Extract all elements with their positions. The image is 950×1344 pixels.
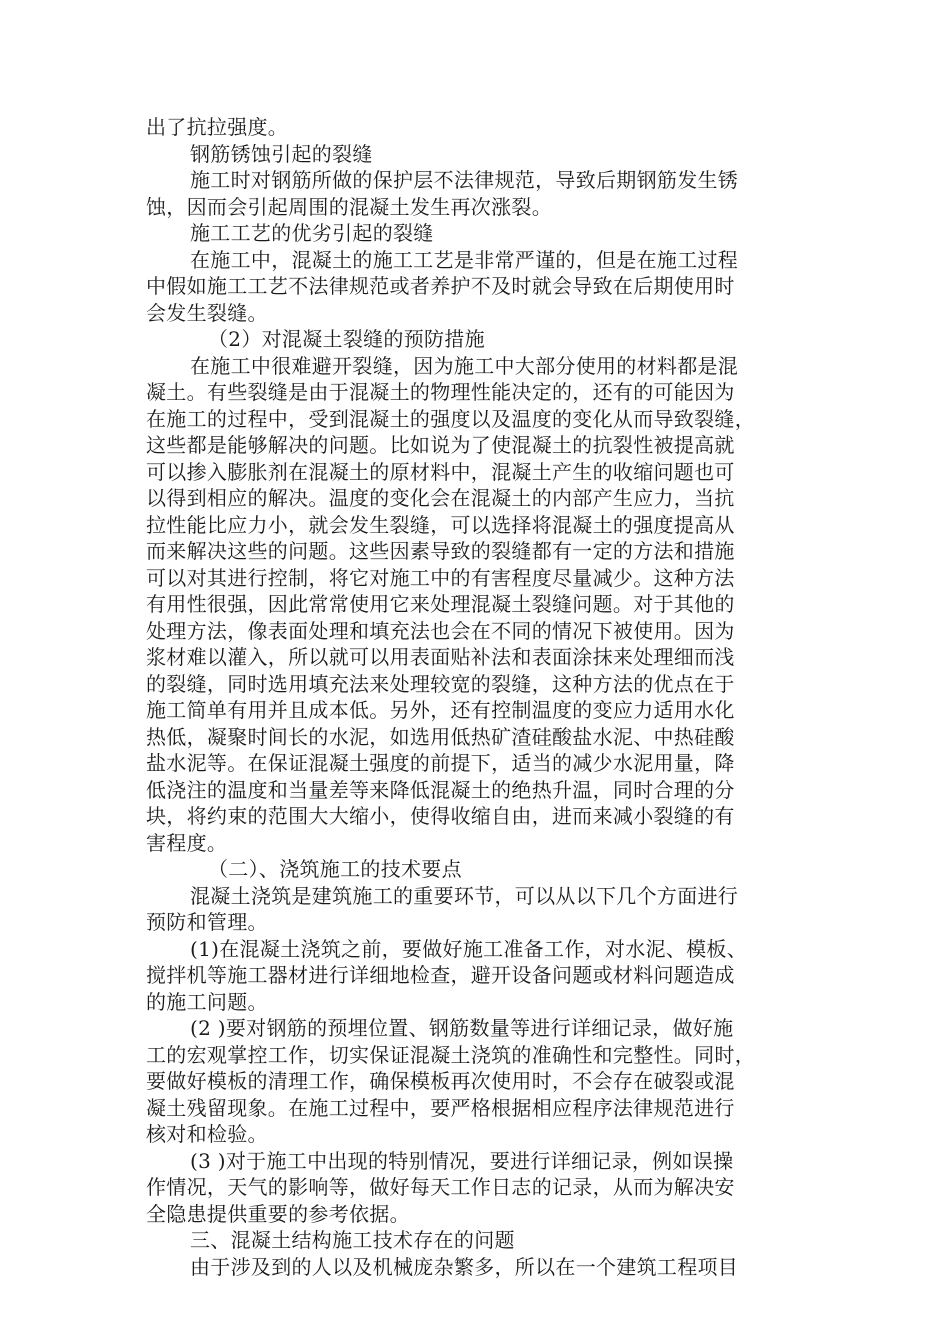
text-line: 以得到相应的解决。温度的变化会在混凝土的内部产生应力，当抗: [146, 486, 735, 510]
text-line: 处理方法，像表面处理和填充法也会在不同的情况下被使用。因为: [146, 618, 735, 643]
text-line: 可以对其进行控制，将它对施工中的有害程度尽量减少。这种方法: [146, 565, 735, 590]
text-line: 搅拌机等施工器材进行详细地检查，避开设备问题或材料问题造成: [146, 963, 735, 987]
text-line: 害程度。: [146, 830, 228, 855]
text-line: 出了抗拉强度。: [146, 115, 289, 139]
text-line: 混凝土浇筑是建筑施工的重要环节，可以从以下几个方面进行: [190, 883, 739, 908]
text-line: 施工时对钢筋所做的保护层不法律规范，导致后期钢筋发生锈: [190, 168, 739, 192]
text-line: 可以掺入膨胀剂在混凝土的原材料中，混凝土产生的收缩问题也可: [146, 459, 735, 484]
text-line: 而来解决这些的问题。这些因素导致的裂缝都有一定的方法和措施: [146, 539, 735, 563]
text-line: 拉性能比应力小，就会发生裂缝，可以选择将混凝土的强度提高从: [146, 512, 735, 537]
text-line: 浆材难以灌入，所以就可以用表面贴补法和表面涂抹来处理细而浅: [146, 645, 735, 669]
text-line: 钢筋锈蚀引起的裂缝: [190, 141, 373, 166]
text-line: 施工简单有用并且成本低。另外，还有控制温度的变应力适用水化: [146, 698, 735, 722]
text-line: 凝土残留现象。在施工过程中，要严格根据相应程序法律规范进行: [146, 1095, 735, 1120]
text-line: 会发生裂缝。: [146, 300, 268, 325]
text-line: (1)在混凝土浇筑之前，要做好施工准备工作，对水泥、模板、: [190, 936, 748, 961]
text-line: 盐水泥等。在保证混凝土强度的前提下，适当的减少水泥用量，降: [146, 751, 735, 775]
text-line: 全隐患提供重要的参考依据。: [146, 1201, 410, 1226]
text-line: 块，将约束的范围大大缩小，使得收缩自由，进而来减小裂缝的有: [146, 804, 735, 828]
text-line: 在施工中很难避开裂缝，因为施工中大部分使用的材料都是混: [190, 353, 739, 378]
document-body: [146, 114, 806, 1280]
text-line: （二）、浇筑施工的技术要点: [208, 857, 462, 881]
text-line: 有用性很强，因此常常使用它来处理混凝土裂缝问题。对于其他的: [146, 592, 735, 616]
text-line: 低浇注的温度和当量差等来降低混凝土的绝热升温，同时合理的分: [146, 777, 735, 802]
text-line: 要做好模板的清理工作，确保模板再次使用时，不会存在破裂或混: [146, 1069, 735, 1093]
text-line: 中假如施工工艺不法律规范或者养护不及时就会导致在后期使用时: [146, 274, 735, 298]
text-line: 的施工问题。: [146, 989, 268, 1014]
text-line: (3 )对于施工中出现的特别情况，要进行详细记录，例如误操: [190, 1148, 734, 1173]
text-line: 热低，凝聚时间长的水泥，如选用低热矿渣硅酸盐水泥、中热硅酸: [146, 724, 735, 749]
text-line: 在施工的过程中，受到混凝土的强度以及温度的变化从而导致裂缝，: [146, 406, 755, 431]
text-line: 这些都是能够解决的问题。比如说为了使混凝土的抗裂性被提高就: [146, 433, 735, 457]
text-line: 工的宏观掌控工作，切实保证混凝土浇筑的准确性和完整性。同时，: [146, 1042, 755, 1067]
text-line: 蚀，因而会引起周围的混凝土发生再次涨裂。: [146, 194, 552, 219]
text-line: 三、混凝土结构施工技术存在的问题: [190, 1228, 515, 1252]
text-line: 凝土。有些裂缝是由于混凝土的物理性能决定的，还有的可能因为: [146, 380, 735, 404]
text-line: 的裂缝，同时选用填充法来处理较宽的裂缝，这种方法的优点在于: [146, 671, 735, 696]
text-line: 作情况，天气的影响等，做好每天工作日志的记录，从而为解决安: [146, 1175, 735, 1199]
text-line: 在施工中，混凝土的施工工艺是非常严谨的，但是在施工过程: [190, 247, 739, 272]
text-line: 施工工艺的优劣引起的裂缝: [190, 221, 434, 245]
text-line: （2）对混凝土裂缝的预防措施: [208, 327, 485, 351]
text-line: 由于涉及到的人以及机械庞杂繁多，所以在一个建筑工程项目: [190, 1254, 739, 1279]
text-line: (2 )要对钢筋的预埋位置、钢筋数量等进行详细记录，做好施: [190, 1016, 734, 1040]
text-line: 预防和管理。: [146, 910, 268, 934]
text-line: 核对和检验。: [146, 1122, 268, 1146]
